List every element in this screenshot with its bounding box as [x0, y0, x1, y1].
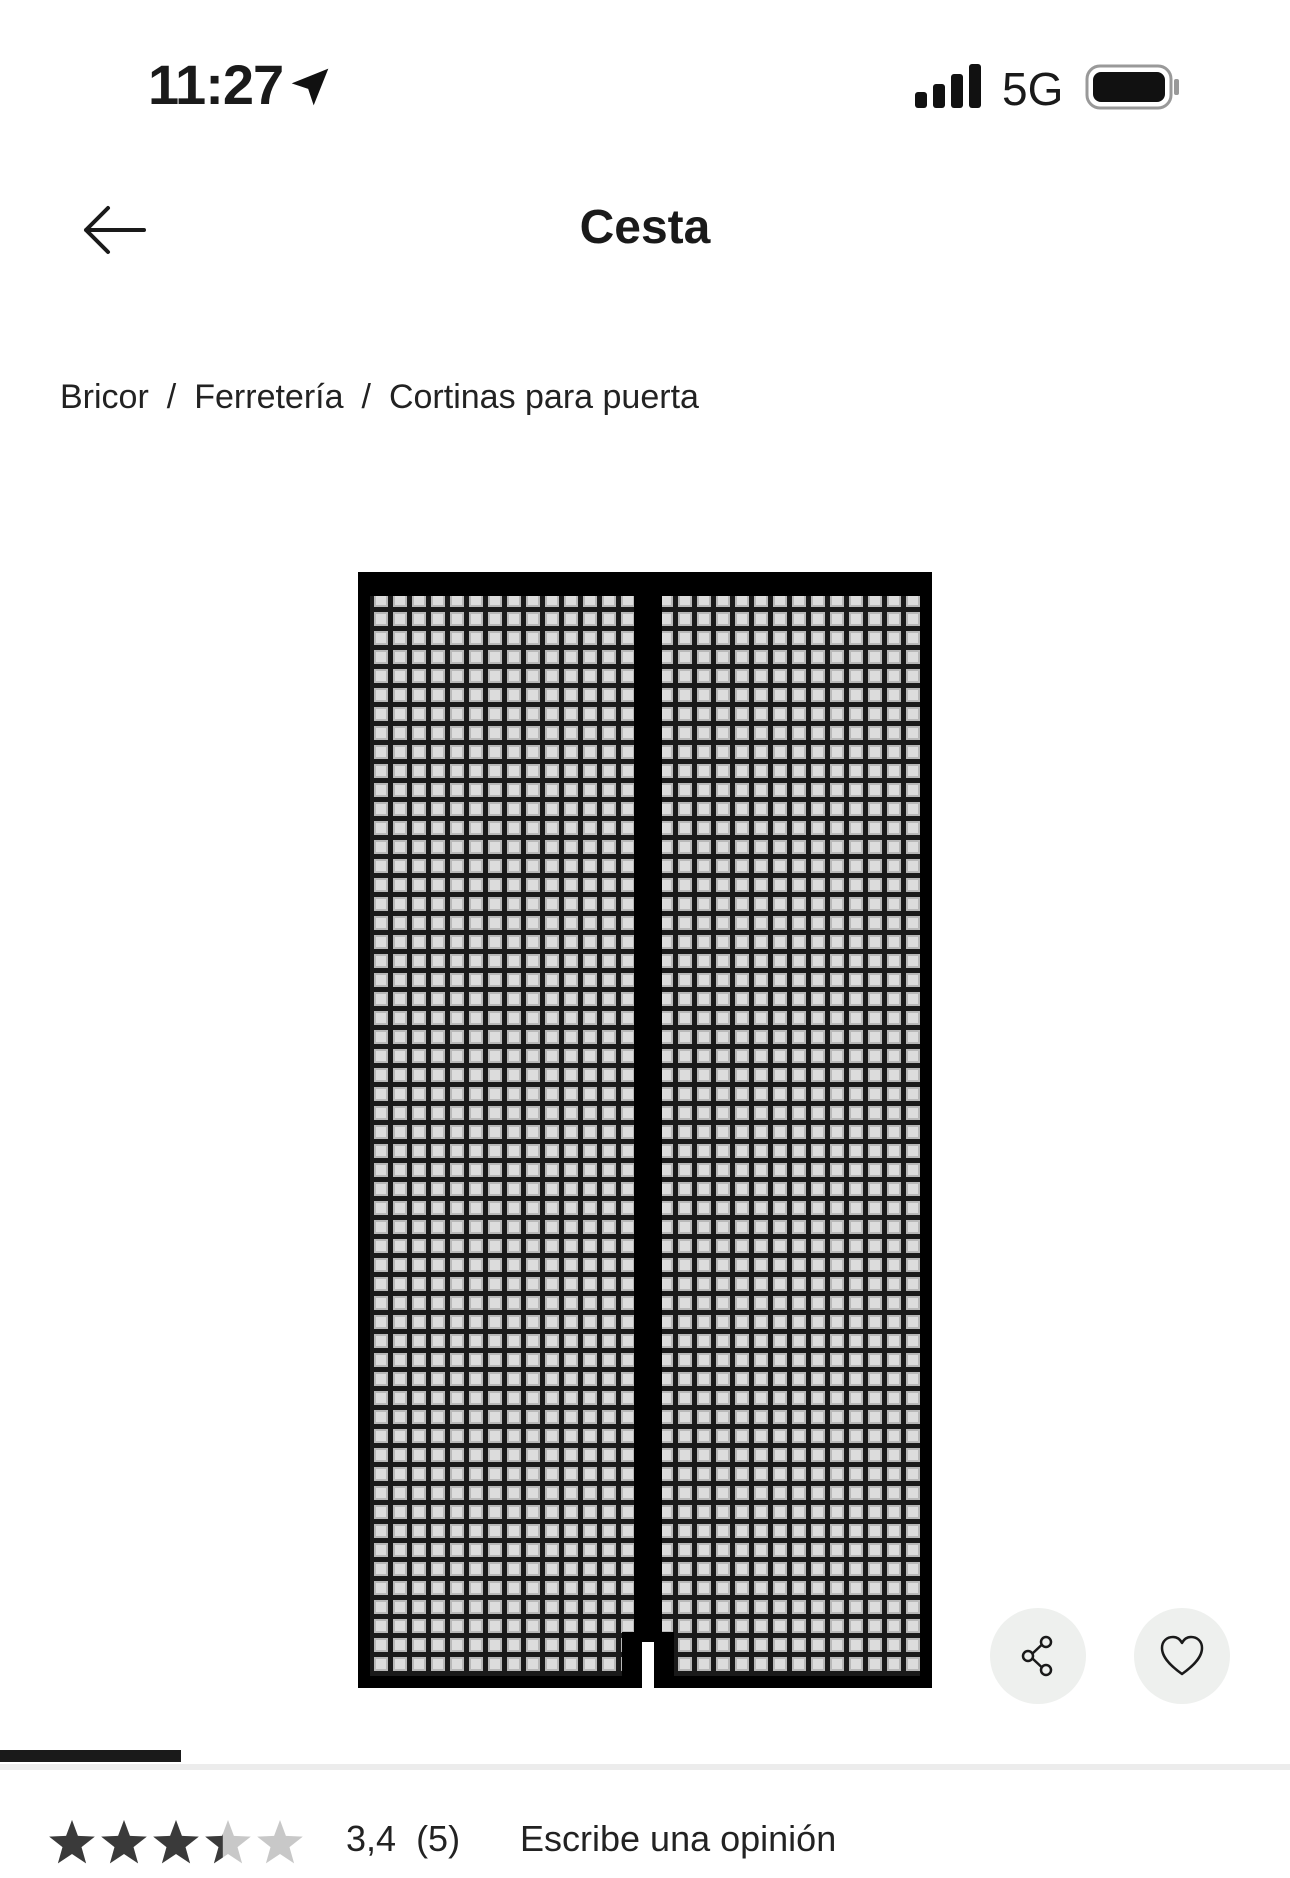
rating-row — [46, 1818, 1246, 1878]
share-icon — [1014, 1632, 1062, 1680]
carousel-progress-indicator — [0, 1750, 181, 1762]
carousel-track — [0, 1764, 1290, 1770]
location-arrow-icon — [288, 64, 332, 110]
star-empty-icon — [257, 1820, 303, 1863]
navigation-bar — [0, 170, 1290, 290]
rating-value: 3,4 — [346, 1818, 397, 1859]
breadcrumb — [60, 378, 699, 417]
status-bar — [0, 0, 1290, 160]
rating-score — [346, 1818, 460, 1860]
rating-stars — [46, 1818, 306, 1868]
heart-icon — [1158, 1632, 1206, 1680]
breadcrumb-separator: / — [166, 378, 177, 416]
rating-count: (5) — [416, 1818, 461, 1859]
battery-icon — [1085, 64, 1181, 110]
share-button[interactable] — [990, 1608, 1086, 1704]
write-review-link[interactable]: Escribe una opinión — [520, 1818, 837, 1859]
breadcrumb-item-bricor[interactable]: Bricor — [60, 378, 149, 416]
star-filled-icon — [153, 1820, 199, 1863]
breadcrumb-item-ferreteria[interactable]: Ferretería — [194, 378, 344, 416]
status-time: 11:27 — [148, 53, 284, 116]
favorite-button[interactable] — [1134, 1608, 1230, 1704]
product-image[interactable] — [352, 552, 938, 1692]
breadcrumb-separator: / — [361, 378, 371, 416]
page-title: Cesta — [579, 201, 711, 254]
breadcrumb-item-cortinas[interactable]: Cortinas para puerta — [388, 378, 699, 416]
cellular-signal-icon — [915, 64, 983, 108]
network-type: 5G — [1002, 63, 1064, 115]
star-filled-icon — [49, 1820, 95, 1863]
star-filled-icon — [101, 1820, 147, 1863]
